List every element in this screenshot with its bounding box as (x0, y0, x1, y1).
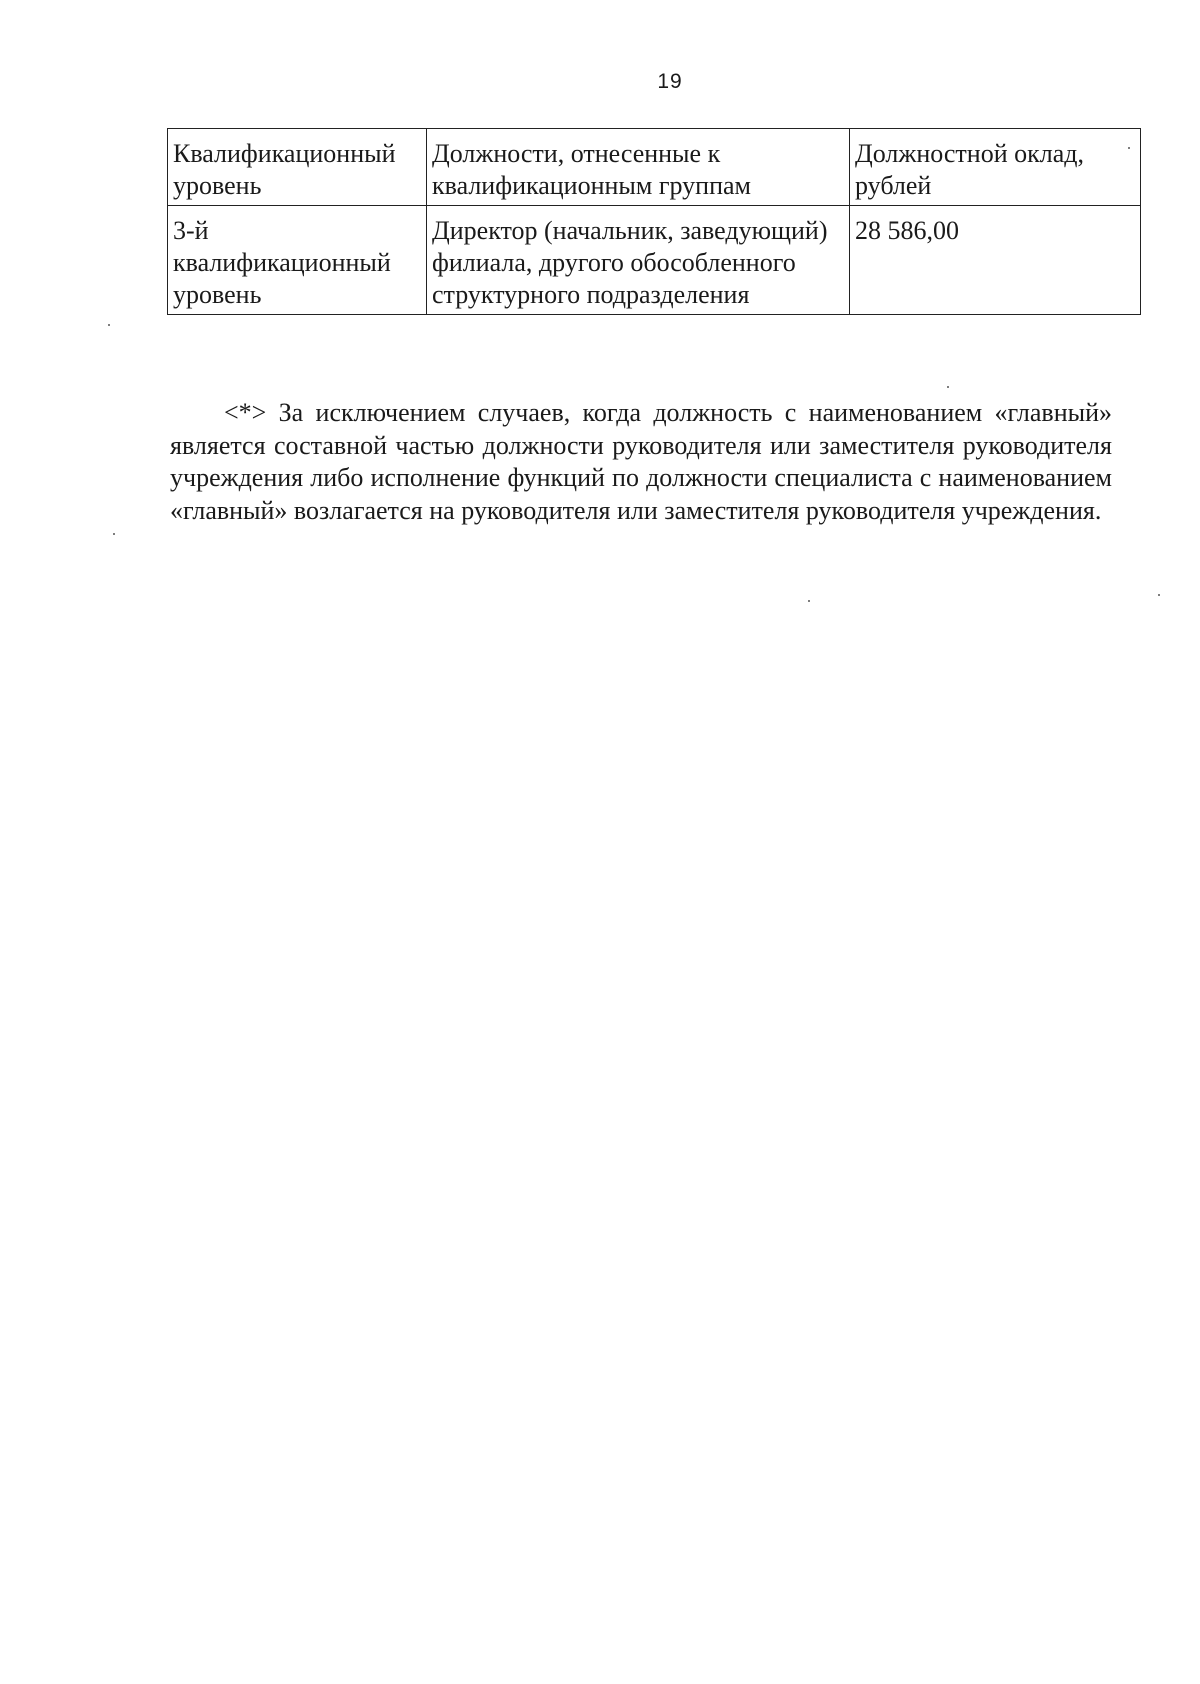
scan-speck (1158, 594, 1160, 596)
scan-speck (1128, 147, 1130, 149)
qualification-salary-table (167, 128, 1141, 315)
page-number: 19 (657, 70, 683, 93)
header-qualification-level: Квалификационный уровень (168, 129, 427, 206)
scan-speck (108, 324, 110, 326)
table-header-row (168, 129, 1141, 206)
scan-speck (113, 533, 115, 535)
scan-speck (947, 386, 949, 388)
scan-speck (808, 600, 810, 602)
cell-position: Директор (начальник, заведующий) филиала, другого обособленного структурного подразделения (427, 206, 850, 315)
header-salary: Должностной оклад, рублей (850, 129, 1141, 206)
header-positions: Должности, отнесенные к квалификационным группам (427, 129, 850, 206)
table-row (168, 206, 1141, 315)
cell-salary: 28 586,00 (850, 206, 1141, 315)
footnote-paragraph: <*> За исключением случаев, когда должность с наименованием «главный» является составной частью должности руководителя или заместителя руководителя учреждения либо исполнение функций по должности специалиста с наименованием «главный» возлагается на руководителя или заместителя руководителя учреждения. (170, 398, 1112, 525)
cell-qualification-level: 3-й квалификационный уровень (168, 206, 427, 315)
